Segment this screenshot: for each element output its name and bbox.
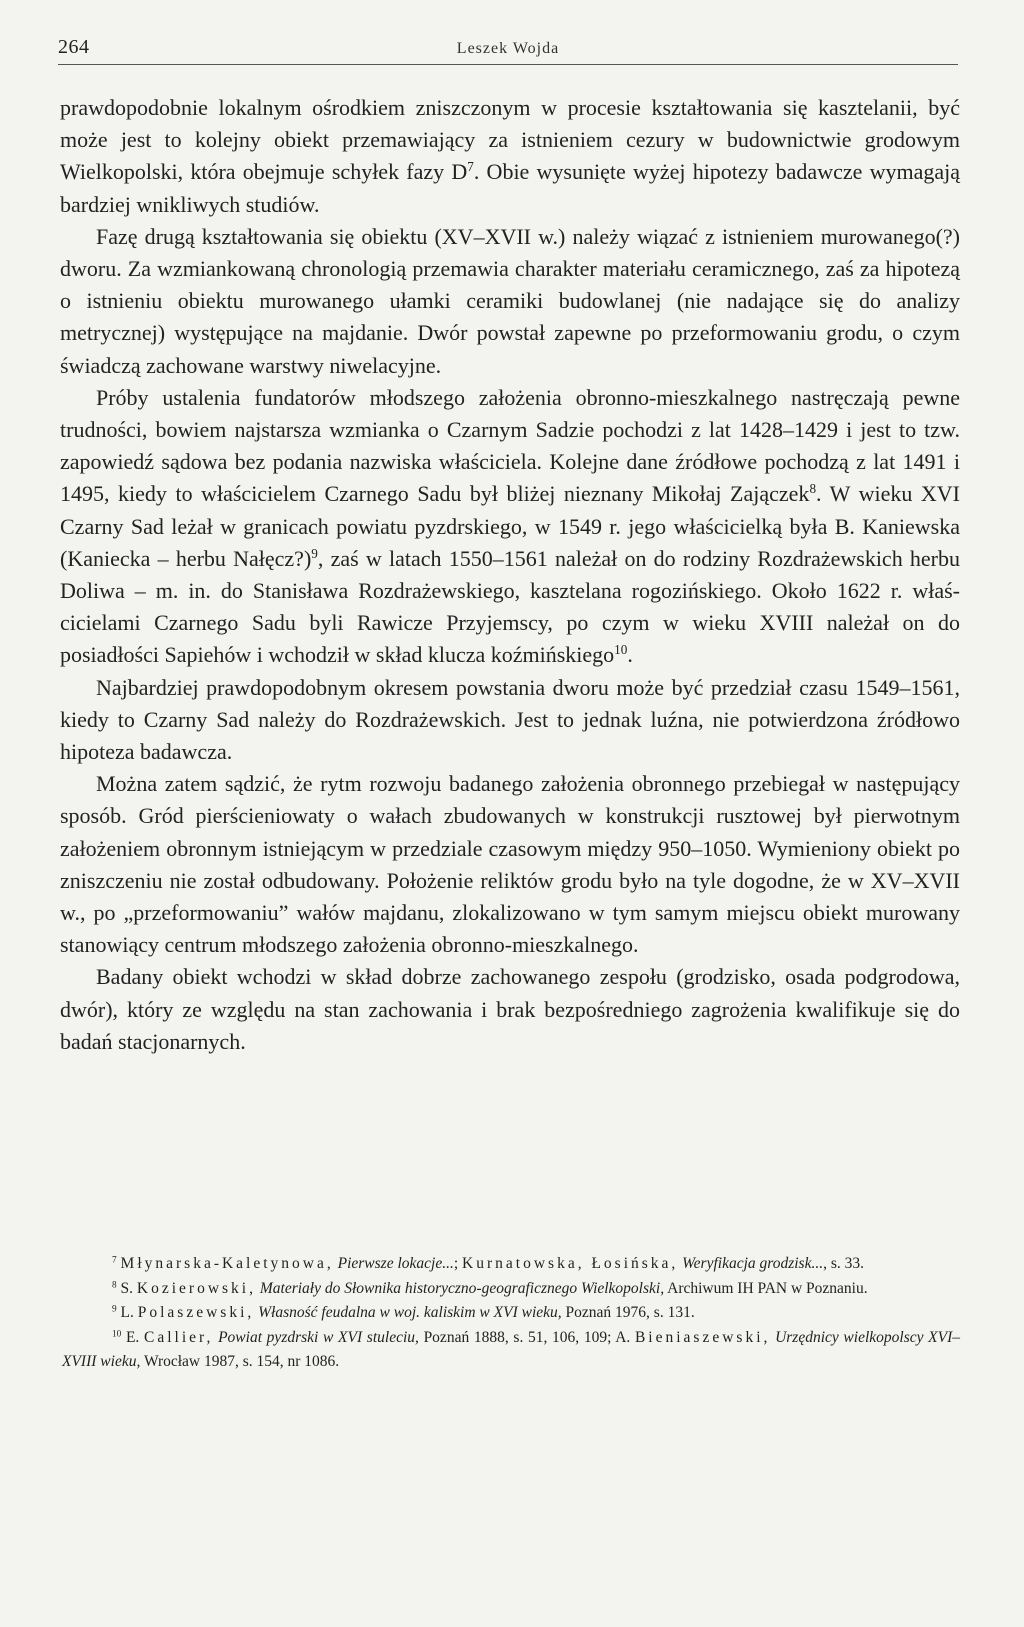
footnote-ref-8[interactable]: 8 <box>809 481 817 497</box>
page-header <box>58 34 958 65</box>
body-text <box>60 92 960 1058</box>
footnote-ref-7[interactable]: 7 <box>467 159 474 175</box>
footnote-ref-9[interactable]: 9 <box>311 545 318 561</box>
running-head: Leszek Wojda <box>456 40 560 57</box>
footnote-9: $^9$ L. Polaszewski, Własność feudalna w woj. kaliskim w XVI wieku, Poznań 1976, s. 131. <box>112 1304 695 1321</box>
paragraph-3: Próby ustalenia fundatorów młodszego założenia obronno-mieszkalnego nastręczają pewne trudności, bowiem najstarsza wzmianka o Czarnym Sadzie pochodzi z lat 1428–1429 i jest to tzw. zapowiedź sądowa bez podania nazwiska właściciela. Kolejne dane źródłowe pochodzą z lat 1491 i 1495, kiedy to właścicielem Czarnego Sadu był bliżej nieznany Mikołaj Zajączek$^8$. W wieku XVI Czarny Sad leżał w granicach powiatu pyzdrskiego, w 1549 r. jego właścicielką była B. Kaniewska (Kaniecka – herbu Nałęcz?)$^9$, zaś w latach 1550–1561 należał on do rodziny Rozdrażewskich herbu Doliwa – m. in. do Stanisława Rozdrażewskiego, kasztelana rogozińskiego. Około 1622 r. właścicielami Czarnego Sadu byli Rawicze Przyjemscy, po czym w wieku XVIII należał on do posiadłości Sapiehów i wchodził w skład klucza koźmińskiego$^{10}$. <box>60 384 960 668</box>
paragraph-5: Można zatem sądzić, że rytm rozwoju badanego założenia obronnego przebiegał w następujący sposób. Gród pierścieniowaty o wałach zbudowanych w konstrukcji rusztowej był pierwotnym założeniem obronnym istniejącym w przedziale czasowym między 950–1050. Wymieniony obiekt po zniszczeniu nie został odbudowany. Położenie reliktów grodu było na tyle dogodne, że w XV–XVII w., po „przeformowaniu” wałów majdanu, zlokalizowano w tym samym miejscu obiekt murowany stanowiący centrum młodszego założenia obronno-mieszkalnego. <box>60 771 960 958</box>
footnote-7: $^7$ Młynarska-Kaletynowa, Pierwsze lokacje...; Kurnatowska, Łosińska, Weryfikacja grodzisk..., s. 33. <box>112 1255 865 1272</box>
paragraph-1: prawdopodobnie lokalnym ośrodkiem zniszczonym w procesie kształtowania się kasztelanii, być może jest to kolejny obiekt przemawiający za istnieniem cezury w budownictwie grodowym Wielkopolski, która obejmuje schyłek fazy $D^7$. Obie wysunięte wyżej hipotezy badawcze wymagają bardziej wnikliwych studiów. <box>60 95 960 217</box>
paragraph-4: Najbardziej prawdopodobnym okresem powstania dworu może być przedział czasu 1549–1561, kiedy to Czarny Sad należy do Rozdrażewskich. Jest to jednak luźna, nie potwierdzona źródłowo hipoteza badawcza. <box>60 674 960 765</box>
paragraph-6: Badany obiekt wchodzi w skład dobrze zachowanego zespołu (grodzisko, osada podgrodowa, dwór), który ze względu na stan zachowania i brak bezpośredniego zagrożenia kwalifikuje się do badań stacjonarnych. <box>60 964 960 1054</box>
footnote-10: $^{10}$ E. Callier, Powiat pyzdrski w XVI stuleciu, Poznań 1888, s. 51, 106, 109; A. Bieniaszewski, Urzędnicy wielkopolscy XVI–XVIII wieku, Wrocław 1987, s. 154, nr 1086. <box>62 1328 961 1370</box>
page-number: 264 <box>58 36 90 58</box>
footnotes <box>62 1252 960 1375</box>
paragraph-2: Fazę drugą kształtowania się obiektu (XV–XVII w.) należy wiązać z istnieniem murowanego(?) dworu. Za wzmiankowaną chronologią przemawia charakter materiału ceramicznego, zaś za hipotezą o istnieniu obiektu murowanego ułamki ceramiki budowlanej (nie nadające się do analizy metrycznej) występujące na majdanie. Dwór powstał zapewne po przeformowaniu grodu, o czym świadczą zachowane warstwy niwelacyjne. <box>60 223 960 378</box>
footnote-ref-10[interactable]: 10 <box>614 642 628 658</box>
footnote-8: $^8$ S. Kozierowski, Materiały do Słownika historyczno-geograficznego Wielkopolski, Archiwum IH PAN w Poznaniu. <box>112 1279 868 1297</box>
